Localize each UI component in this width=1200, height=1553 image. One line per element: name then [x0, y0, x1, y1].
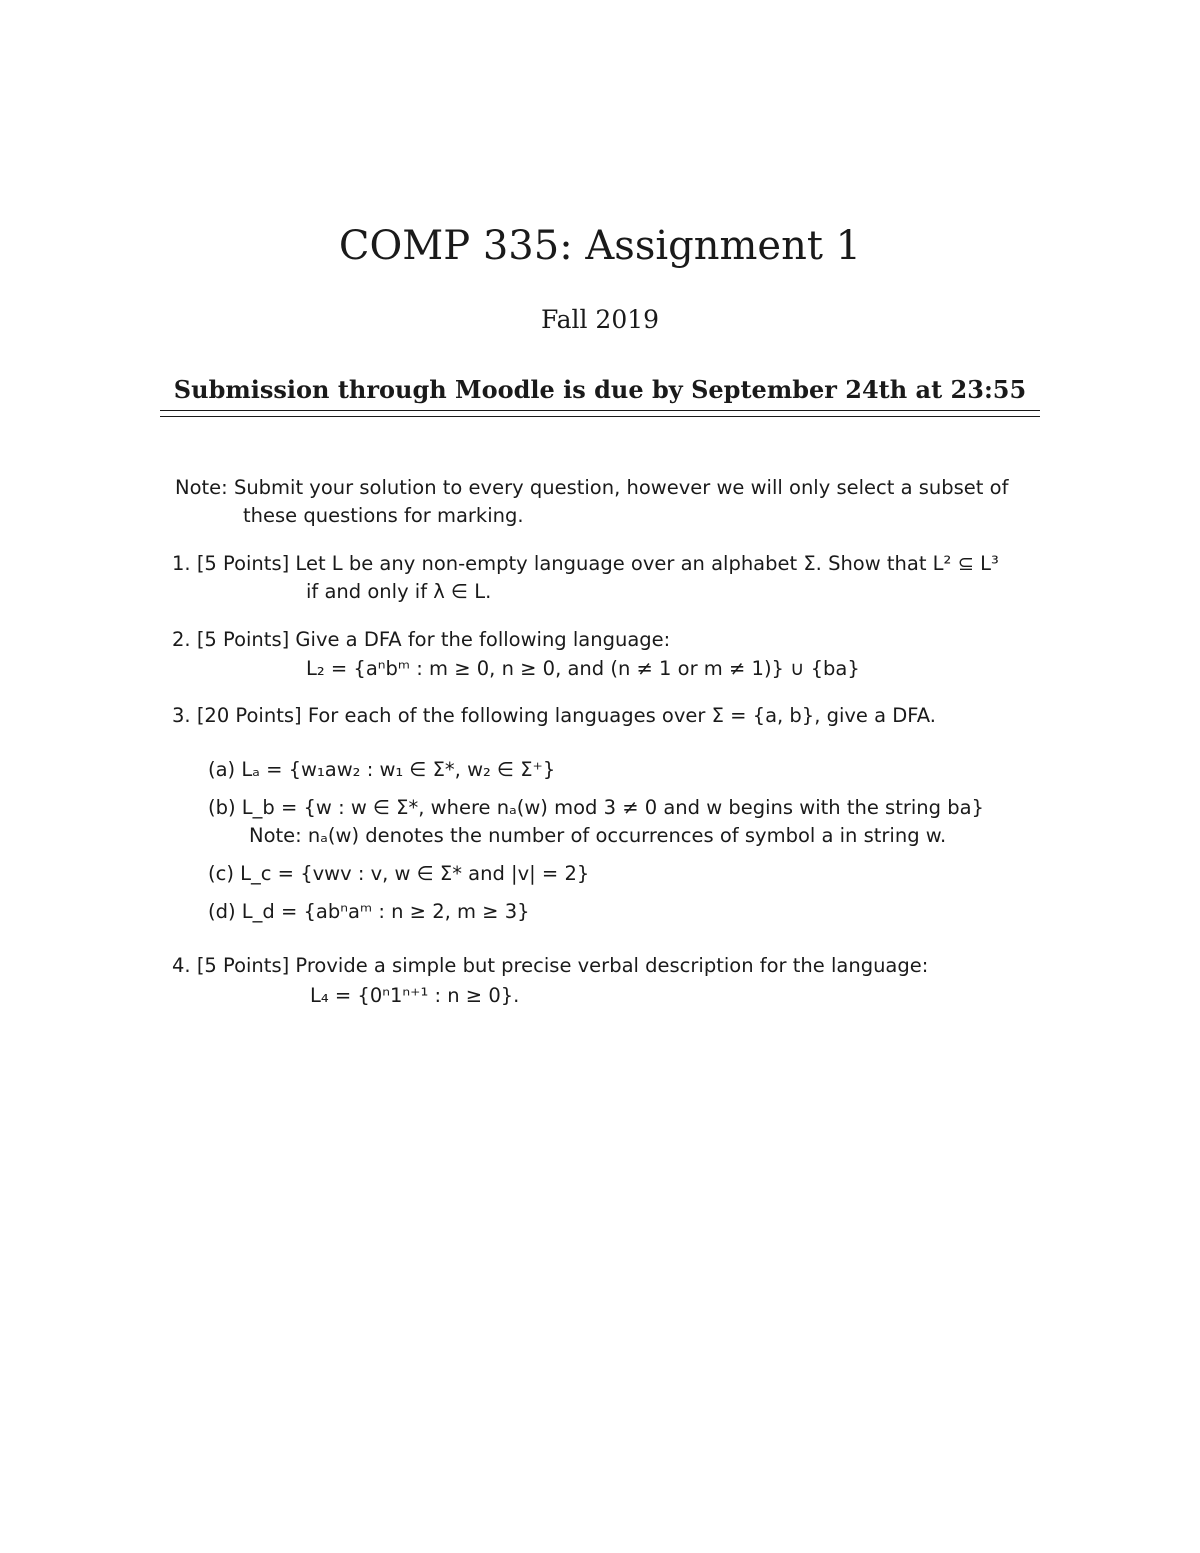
question-3-part-d — [208, 898, 530, 926]
question-points: [20 Points] — [196, 704, 302, 727]
question-3 — [172, 702, 936, 730]
question-3-text: For each of the following languages over Σ = {a, b}, give a DFA. — [307, 704, 936, 727]
note-label: Note: — [175, 476, 228, 499]
question-points: [5 Points] — [196, 628, 290, 651]
assignment-title: COMP 335: Assignment 1 — [338, 223, 862, 269]
note-line-2: these questions for marking. — [243, 504, 524, 527]
question-2-text: Give a DFA for the following language: — [295, 628, 671, 651]
part-text: L_c = {vwv : v, w ∈ Σ* and |v| = 2} — [240, 862, 590, 885]
question-4-language: L₄ = {0ⁿ1ⁿ⁺¹ : n ≥ 0}. — [310, 984, 520, 1007]
note-line-1 — [175, 474, 1008, 502]
question-number: 4. — [172, 954, 191, 977]
part-label: (c) — [208, 862, 234, 885]
question-points: [5 Points] — [196, 552, 290, 575]
note-text: Submit your solution to every question, however we will only select a subset of — [233, 476, 1009, 499]
question-3-part-a — [208, 756, 555, 784]
question-3-part-b-note: Note: nₐ(w) denotes the number of occurrences of symbol a in string w. — [249, 824, 947, 847]
question-1 — [172, 550, 999, 578]
part-label: (a) — [208, 758, 236, 781]
part-text: L_b = {w : w ∈ Σ*, where nₐ(w) mod 3 ≠ 0 and w begins with the string ba} — [241, 796, 984, 819]
divider-top — [160, 410, 1040, 411]
part-text: Lₐ = {w₁aw₂ : w₁ ∈ Σ*, w₂ ∈ Σ⁺} — [241, 758, 556, 781]
question-1-text: Let L be any non-empty language over an alphabet Σ. Show that L² ⊆ L³ — [295, 552, 999, 575]
question-number: 1. — [172, 552, 191, 575]
question-2-language: L₂ = {aⁿbᵐ : m ≥ 0, n ≥ 0, and (n ≠ 1 or m ≠ 1)} ∪ {ba} — [306, 657, 860, 680]
term-label: Fall 2019 — [540, 305, 660, 334]
question-1-line-2: if and only if λ ∈ L. — [306, 580, 492, 603]
divider-bottom — [160, 416, 1040, 417]
question-number: 3. — [172, 704, 191, 727]
question-3-part-b — [208, 794, 984, 822]
question-number: 2. — [172, 628, 191, 651]
question-2 — [172, 626, 670, 654]
question-4-text: Provide a simple but precise verbal description for the language: — [295, 954, 929, 977]
part-label: (b) — [208, 796, 236, 819]
part-label: (d) — [208, 900, 236, 923]
due-date-notice: Submission through Moodle is due by September 24th at 23:55 — [173, 375, 1027, 404]
part-text: L_d = {abⁿaᵐ : n ≥ 2, m ≥ 3} — [241, 900, 530, 923]
question-4 — [172, 952, 928, 980]
question-points: [5 Points] — [196, 954, 290, 977]
question-3-part-c — [208, 860, 589, 888]
